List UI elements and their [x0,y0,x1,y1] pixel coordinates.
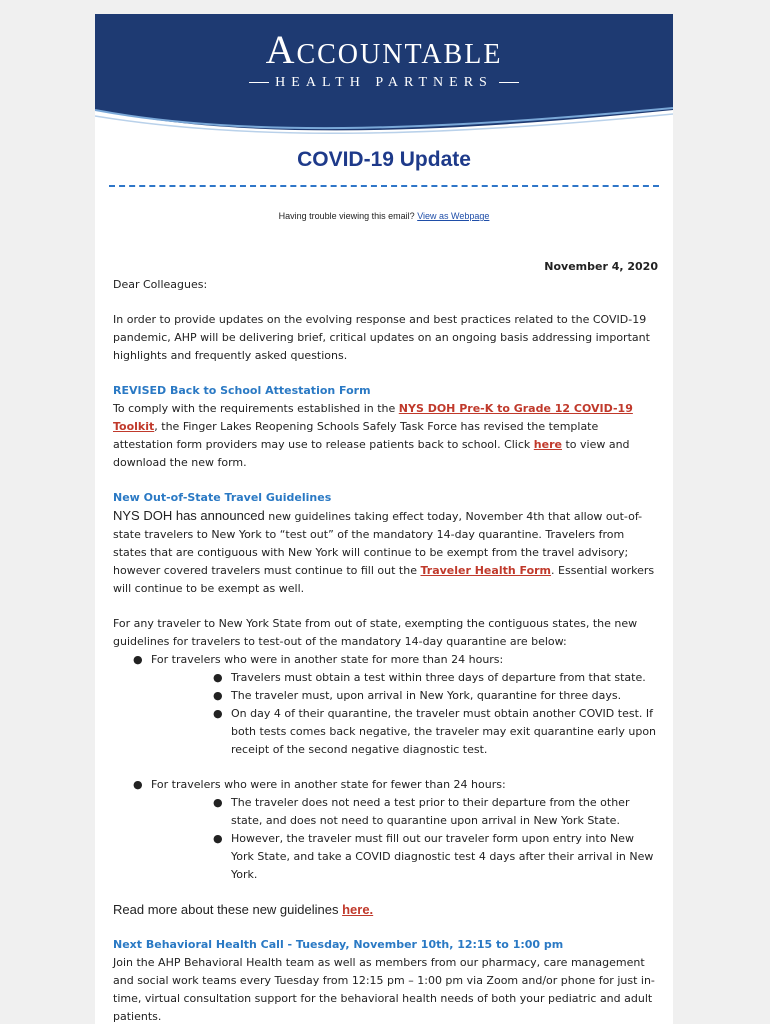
section-heading-behavioral-health: Next Behavioral Health Call - Tuesday, November 10th, 12:15 to 1:00 pm [113,938,564,951]
logo-dash-right [499,82,519,83]
read-more-here-link[interactable]: here. [342,902,374,917]
list-item [151,669,658,687]
back-to-school-text-b: , the Finger Lakes Reopening Schools Safely Task Force has revised the template attestation form providers may use to release patients back to school. Click [113,420,599,451]
logo-subtitle [95,74,673,92]
group-label: For travelers who were in another state for fewer than 24 hours: [151,778,506,791]
travel-lead: NYS DOH has announced [113,508,265,523]
bullet-icon: ● [213,707,223,720]
bullet-icon: ● [213,796,223,809]
bullet-icon: ● [133,778,143,791]
list-item [151,830,658,884]
logo-subtitle-text: HEALTH PARTNERS [275,75,493,90]
list-item-text: The traveler does not need a test prior to their departure from the other state, and does not need to quarantine upon arrival in New York State. [231,796,630,827]
view-as-webpage-link[interactable]: View as Webpage [417,211,490,221]
letter-date: November 4, 2020 [544,260,658,273]
page-title: COVID-19 Update [297,148,471,171]
title-divider [109,185,659,187]
back-to-school-paragraph [113,400,658,472]
trouble-text: Having trouble viewing this email? [278,211,415,221]
email-card [95,14,673,1024]
list-item [151,794,658,830]
greeting: Dear Colleagues: [113,278,208,291]
bullet-icon: ● [213,832,223,845]
letter-body [113,258,658,1024]
list-item [151,687,658,705]
back-to-school-text-c: to view and download the new form. [113,438,630,469]
list-item-text: However, the traveler must fill out our traveler form upon entry into New York State, and take a COVID diagnostic test 4 days after their arrival in New York. [231,832,654,881]
travel-paragraph [113,507,658,598]
group-items-list [151,794,658,884]
list-item [113,776,658,884]
travel-text-b: . Essential workers will continue to be exempt as well. [113,564,655,595]
attestation-form-here-link[interactable]: here [533,438,562,451]
travel-guidelines-paragraph: For any traveler to New York State from out of state, exempting the contiguous states, the new guidelines for travelers to test-out of the mandatory 14-day quarantine are below: [113,617,638,648]
read-more-text: Read more about these new guidelines [113,902,343,917]
bullet-icon: ● [133,653,143,666]
group-items-list [151,669,658,759]
behavioral-health-paragraph: Join the AHP Behavioral Health team as well as members from our pharmacy, care management and social work teams every Tuesday from 12:15 pm – 1:00 pm via Zoom and/or phone for just in-time, virtual consultation support for the behavioral health needs of both your pediatric and adult patients. [113,956,655,1023]
logo-wordmark: Accountable [265,27,503,72]
logo-dash-left [249,82,269,83]
nys-doh-toolkit-link[interactable]: NYS DOH Pre-K to Grade 12 COVID-19 Toolkit [113,402,633,433]
intro-paragraph: In order to provide updates on the evolving response and best practices related to the COVID-19 pandemic, AHP will be delivering brief, critical updates on an ongoing basis addressing important highlights and frequently asked questions. [113,313,650,362]
trouble-viewing-line [95,211,673,221]
read-more-line [113,901,658,919]
section-heading-back-to-school: REVISED Back to School Attestation Form [113,384,371,397]
traveler-groups-list [113,651,658,884]
section-heading-travel: New Out-of-State Travel Guidelines [113,491,332,504]
travel-text-a: new guidelines taking effect today, November 4th that allow out-of-state travelers to New York to “test out” of the mandatory 14-day quarantine. Travelers from states that are contiguous with New York will continue to be exempt from the travel advisory; however covered travelers must continue to fill out the [113,510,643,577]
bullet-icon: ● [213,671,223,684]
bullet-icon: ● [213,689,223,702]
traveler-health-form-link[interactable]: Traveler Health Form [420,564,552,577]
back-to-school-text-a: To comply with the requirements established in the [113,402,399,415]
list-item [113,651,658,776]
list-item-text: The traveler must, upon arrival in New York, quarantine for three days. [231,689,622,702]
header-banner [95,14,673,134]
list-item-text: Travelers must obtain a test within three days of departure from that state. [231,671,646,684]
group-label: For travelers who were in another state for more than 24 hours: [151,653,504,666]
list-item-text: On day 4 of their quarantine, the traveler must obtain another COVID test. If both tests comes back negative, the traveler may exit quarantine early upon receipt of the second negative diagnostic test. [231,707,657,756]
list-item [151,705,658,759]
